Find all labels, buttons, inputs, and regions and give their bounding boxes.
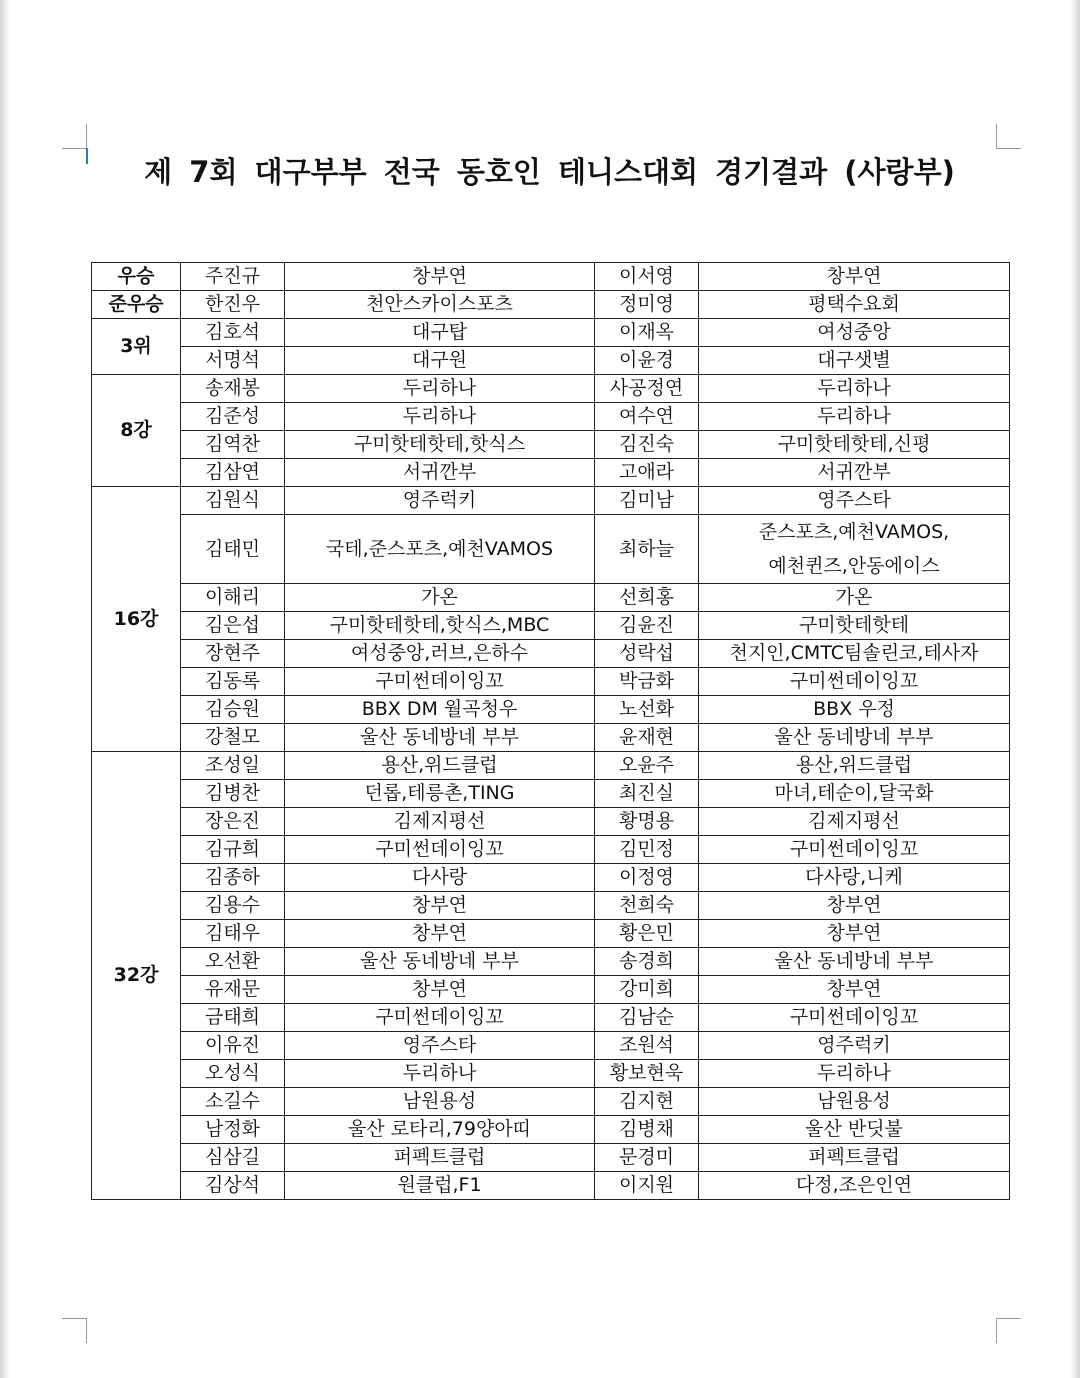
player1-name-cell: 김태우 — [181, 920, 285, 948]
player1-club-cell: 퍼펙트클럽 — [285, 1144, 595, 1172]
player2-club-cell: 두리하나 — [699, 403, 1010, 431]
player1-name-cell: 한진우 — [181, 291, 285, 319]
player1-club-cell: 국테,준스포츠,예천VAMOS — [285, 515, 595, 584]
player1-club-cell: 남원용성 — [285, 1088, 595, 1116]
player1-club-cell: 천안스카이스포츠 — [285, 291, 595, 319]
player1-club-cell: 창부연 — [285, 263, 595, 291]
table-row — [92, 836, 1010, 864]
margin-marker-bottom-right — [996, 1318, 1021, 1343]
player1-club-cell: 용산,위드클럽 — [285, 752, 595, 780]
player2-name-cell: 선희홍 — [595, 584, 699, 612]
table-row — [92, 291, 1010, 319]
player2-club-cell: BBX 우정 — [699, 696, 1010, 724]
player1-club-cell: 가온 — [285, 584, 595, 612]
player1-club-cell: 창부연 — [285, 976, 595, 1004]
player2-club-cell: 두리하나 — [699, 1060, 1010, 1088]
player1-club-cell: 구미썬데이잉꼬 — [285, 1004, 595, 1032]
table-row — [92, 431, 1010, 459]
player2-club-cell: 용산,위드클럽 — [699, 752, 1010, 780]
player1-name-cell: 김종하 — [181, 864, 285, 892]
player2-name-cell: 정미영 — [595, 291, 699, 319]
table-row — [92, 1116, 1010, 1144]
table-row — [92, 515, 1010, 584]
player2-name-cell: 이정영 — [595, 864, 699, 892]
player2-club-line: 예천퀸즈,안동에이스 — [768, 555, 940, 577]
player2-name-cell: 황은민 — [595, 920, 699, 948]
player2-club-cell: 구미핫테핫테,신평 — [699, 431, 1010, 459]
table-row — [92, 724, 1010, 752]
table-row — [92, 668, 1010, 696]
player1-name-cell: 주진규 — [181, 263, 285, 291]
player2-name-cell: 고애라 — [595, 459, 699, 487]
table-row — [92, 403, 1010, 431]
table-row — [92, 1088, 1010, 1116]
player1-club-cell: 두리하나 — [285, 1060, 595, 1088]
document-title: 제 7회 대구부부 전국 동호인 테니스대회 경기결과 (사랑부) — [144, 155, 955, 189]
player1-club-cell: 서귀깐부 — [285, 459, 595, 487]
table-row — [92, 640, 1010, 668]
player1-club-cell: 울산 로타리,79양아띠 — [285, 1116, 595, 1144]
player2-name-cell: 김진숙 — [595, 431, 699, 459]
player2-name-cell: 성락섭 — [595, 640, 699, 668]
player1-name-cell: 김병찬 — [181, 780, 285, 808]
player1-club-cell: 구미핫테핫테,핫식스,MBC — [285, 612, 595, 640]
table-row — [92, 319, 1010, 347]
player1-name-cell: 오선환 — [181, 948, 285, 976]
player1-name-cell: 김상석 — [181, 1172, 285, 1200]
player1-club-cell: BBX DM 월곡청우 — [285, 696, 595, 724]
player2-club-cell: 천지인,CMTC팀솔린코,테사자 — [699, 640, 1010, 668]
player1-club-cell: 구미핫테핫테,핫식스 — [285, 431, 595, 459]
page-edge-right — [1070, 0, 1080, 1378]
player2-club-cell: 여성중앙 — [699, 319, 1010, 347]
player2-club-cell: 다정,조은인연 — [699, 1172, 1010, 1200]
player2-name-cell: 이윤경 — [595, 347, 699, 375]
results-table — [91, 262, 1010, 1200]
player1-name-cell: 김규희 — [181, 836, 285, 864]
text-cursor[interactable] — [86, 148, 88, 164]
player2-club-line: 준스포츠,예천VAMOS, — [758, 521, 950, 543]
player1-name-cell: 금태희 — [181, 1004, 285, 1032]
player2-club-cell: 서귀깐부 — [699, 459, 1010, 487]
rank-cell: 우승 — [92, 263, 181, 291]
table-row — [92, 864, 1010, 892]
player2-club-cell: 퍼펙트클럽 — [699, 1144, 1010, 1172]
player1-club-cell: 대구원 — [285, 347, 595, 375]
player2-club-cell: 대구샛별 — [699, 347, 1010, 375]
table-row — [92, 1060, 1010, 1088]
player1-club-cell: 대구탑 — [285, 319, 595, 347]
player2-name-cell: 최진실 — [595, 780, 699, 808]
table-row — [92, 263, 1010, 291]
player2-name-cell: 천희숙 — [595, 892, 699, 920]
rank-cell: 16강 — [92, 487, 181, 752]
table-row — [92, 808, 1010, 836]
player2-name-cell: 이재옥 — [595, 319, 699, 347]
player1-name-cell: 이유진 — [181, 1032, 285, 1060]
player2-name-cell: 문경미 — [595, 1144, 699, 1172]
player2-name-cell: 김병채 — [595, 1116, 699, 1144]
player2-name-cell: 송경희 — [595, 948, 699, 976]
player2-name-cell: 이서영 — [595, 263, 699, 291]
player2-club-cell: 영주스타 — [699, 487, 1010, 515]
player1-name-cell: 김원식 — [181, 487, 285, 515]
player2-name-cell: 사공정연 — [595, 375, 699, 403]
table-row — [92, 976, 1010, 1004]
player2-club-cell: 평택수요회 — [699, 291, 1010, 319]
table-row — [92, 696, 1010, 724]
table-row — [92, 375, 1010, 403]
player2-name-cell: 여수연 — [595, 403, 699, 431]
player2-name-cell: 윤재현 — [595, 724, 699, 752]
player2-club-cell: 창부연 — [699, 892, 1010, 920]
player1-club-cell: 여성중앙,러브,은하수 — [285, 640, 595, 668]
player1-name-cell: 장은진 — [181, 808, 285, 836]
player2-club-cell — [699, 515, 1010, 584]
table-row — [92, 1144, 1010, 1172]
player2-name-cell: 노선화 — [595, 696, 699, 724]
table-row — [92, 920, 1010, 948]
table-row — [92, 347, 1010, 375]
player1-name-cell: 김삼연 — [181, 459, 285, 487]
player2-club-cell: 구미썬데이잉꼬 — [699, 668, 1010, 696]
margin-marker-top-left — [62, 124, 87, 149]
player1-club-cell: 다사랑 — [285, 864, 595, 892]
table-row — [92, 780, 1010, 808]
player1-name-cell: 김역찬 — [181, 431, 285, 459]
player1-name-cell: 김호석 — [181, 319, 285, 347]
player2-name-cell: 황명용 — [595, 808, 699, 836]
player1-name-cell: 김은섭 — [181, 612, 285, 640]
rank-cell: 32강 — [92, 752, 181, 1200]
player1-club-cell: 두리하나 — [285, 375, 595, 403]
player1-club-cell: 울산 동네방네 부부 — [285, 948, 595, 976]
player2-club-cell: 창부연 — [699, 263, 1010, 291]
player2-name-cell: 이지원 — [595, 1172, 699, 1200]
table-row — [92, 752, 1010, 780]
player2-name-cell: 오윤주 — [595, 752, 699, 780]
player1-club-cell: 영주럭키 — [285, 487, 595, 515]
player2-club-cell: 구미썬데이잉꼬 — [699, 836, 1010, 864]
player1-name-cell: 장현주 — [181, 640, 285, 668]
player2-name-cell: 황보현욱 — [595, 1060, 699, 1088]
page-edge-left — [0, 0, 10, 1378]
player1-name-cell: 김태민 — [181, 515, 285, 584]
player1-name-cell: 조성일 — [181, 752, 285, 780]
player1-name-cell: 김승원 — [181, 696, 285, 724]
results-table-body — [92, 263, 1010, 1200]
player1-club-cell: 창부연 — [285, 920, 595, 948]
margin-marker-top-right — [996, 124, 1021, 149]
player1-club-cell: 창부연 — [285, 892, 595, 920]
player1-name-cell: 유재문 — [181, 976, 285, 1004]
player1-name-cell: 김용수 — [181, 892, 285, 920]
player2-club-cell: 두리하나 — [699, 375, 1010, 403]
rank-cell: 8강 — [92, 375, 181, 487]
player2-club-cell: 가온 — [699, 584, 1010, 612]
table-row — [92, 1172, 1010, 1200]
rank-cell: 3위 — [92, 319, 181, 375]
player2-name-cell: 박금화 — [595, 668, 699, 696]
player1-name-cell: 남정화 — [181, 1116, 285, 1144]
table-row — [92, 1004, 1010, 1032]
player2-club-cell: 울산 동네방네 부부 — [699, 948, 1010, 976]
player1-club-cell: 구미썬데이잉꼬 — [285, 836, 595, 864]
player2-name-cell: 강미희 — [595, 976, 699, 1004]
player2-name-cell: 김민정 — [595, 836, 699, 864]
table-row — [92, 584, 1010, 612]
player2-club-cell: 남원용성 — [699, 1088, 1010, 1116]
player2-name-cell: 김지현 — [595, 1088, 699, 1116]
player2-club-cell: 울산 동네방네 부부 — [699, 724, 1010, 752]
player1-name-cell: 강철모 — [181, 724, 285, 752]
player2-name-cell: 조원석 — [595, 1032, 699, 1060]
player1-name-cell: 소길수 — [181, 1088, 285, 1116]
player1-name-cell: 오성식 — [181, 1060, 285, 1088]
player1-club-cell: 원클럽,F1 — [285, 1172, 595, 1200]
player2-club-cell: 다사랑,니케 — [699, 864, 1010, 892]
player2-name-cell: 김남순 — [595, 1004, 699, 1032]
player1-name-cell: 송재봉 — [181, 375, 285, 403]
table-row — [92, 892, 1010, 920]
player1-club-cell: 구미썬데이잉꼬 — [285, 668, 595, 696]
player1-name-cell: 김준성 — [181, 403, 285, 431]
player2-club-cell: 마녀,테순이,달국화 — [699, 780, 1010, 808]
player2-club-cell: 영주럭키 — [699, 1032, 1010, 1060]
player1-name-cell: 서명석 — [181, 347, 285, 375]
player2-club-cell: 창부연 — [699, 920, 1010, 948]
margin-marker-bottom-left — [62, 1318, 87, 1343]
player2-name-cell: 최하늘 — [595, 515, 699, 584]
table-row — [92, 1032, 1010, 1060]
player2-club-cell: 울산 반딧불 — [699, 1116, 1010, 1144]
player2-club-cell: 창부연 — [699, 976, 1010, 1004]
table-row — [92, 459, 1010, 487]
player2-club-cell: 구미핫테핫테 — [699, 612, 1010, 640]
player2-name-cell: 김미남 — [595, 487, 699, 515]
rank-cell: 준우승 — [92, 291, 181, 319]
player1-club-cell: 영주스타 — [285, 1032, 595, 1060]
table-row — [92, 948, 1010, 976]
player2-club-cell: 김제지평선 — [699, 808, 1010, 836]
player1-club-cell: 두리하나 — [285, 403, 595, 431]
table-row — [92, 612, 1010, 640]
player1-name-cell: 김동록 — [181, 668, 285, 696]
player1-club-cell: 울산 동네방네 부부 — [285, 724, 595, 752]
table-row — [92, 487, 1010, 515]
player1-club-cell: 던롭,테릉촌,TING — [285, 780, 595, 808]
player2-club-cell: 구미썬데이잉꼬 — [699, 1004, 1010, 1032]
player1-name-cell: 이해리 — [181, 584, 285, 612]
player1-name-cell: 심삼길 — [181, 1144, 285, 1172]
player1-club-cell: 김제지평선 — [285, 808, 595, 836]
player2-name-cell: 김윤진 — [595, 612, 699, 640]
